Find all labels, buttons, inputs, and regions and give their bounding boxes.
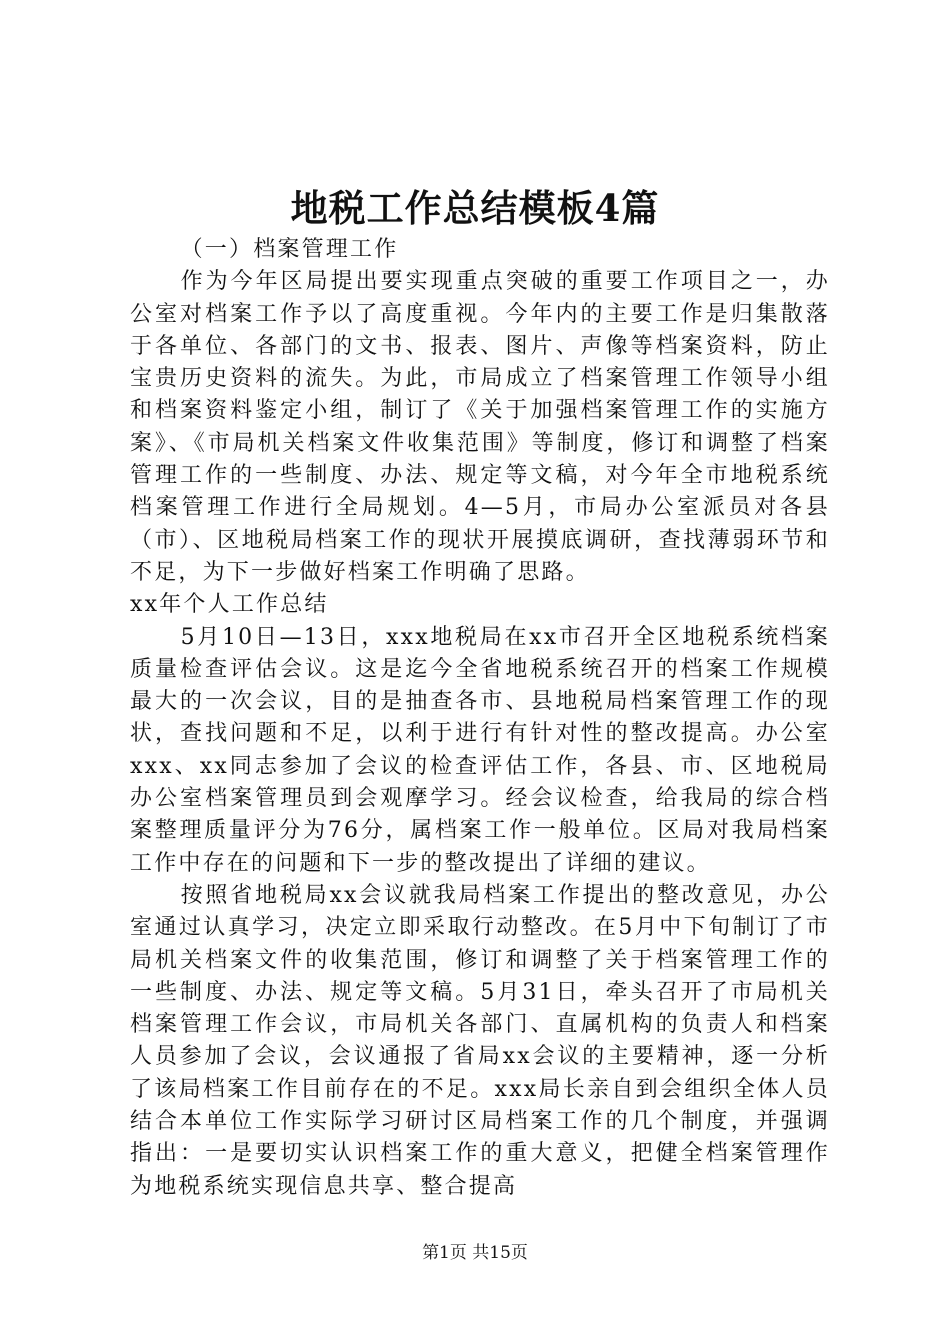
page-number-footer: 第1页 共15页 <box>422 1243 528 1263</box>
document-body <box>130 234 830 1203</box>
section-heading: （一）档案管理工作 <box>180 237 399 262</box>
body-paragraph: 5月10日—13日，xxx地税局在xx市召开全区地税系统档案质量检查评估会议。这是迄今全省地税系统召开的档案工作规模最大的一次会议，目的是抽查各市、县地税局档案管理工作的现状，查找问题和不足，以利于进行有针对性的整改提高。办公室xxx、xx同志参加了会议的检查评估工作，各县、市、区地税局办公室档案管理员到会观摩学习。经会议检查，给我局的综合档案整理质量评分为76分，属档案工作一般单位。区局对我局档案工作中存在的问题和下一步的整改提出了详细的建议。 <box>130 624 830 876</box>
body-paragraph: 按照省地税局xx会议就我局档案工作提出的整改意见，办公室通过认真学习，决定立即采取行动整改。在5月中下旬制订了市局机关档案文件的收集范围，修订和调整了关于档案管理工作的一些制度、办法、规定等文稿。5月31日，牵头召开了市局机关档案管理工作会议，市局机关各部门、直属机构的负责人和档案人员参加了会议，会议通报了省局xx会议的主要精神，逐一分析了该局档案工作目前存在的不足。xxx局长亲自到会组织全体人员结合本单位工作实际学习研讨区局档案工作的几个制度，并强调指出：一是要切实认识档案工作的重大意义，把健全档案管理作为地税系统实现信息共享、整合提高 <box>130 882 830 1199</box>
document-title: 地税工作总结模板4篇 <box>290 186 660 230</box>
body-paragraph: xx年个人工作总结 <box>130 592 329 618</box>
body-paragraph: 作为今年区局提出要实现重点突破的重要工作项目之一，办公室对档案工作予以了高度重视。今年内的主要工作是归集散落于各单位、各部门的文书、报表、图片、声像等档案资料，防止宝贵历史资料的流失。为此，市局成立了档案管理工作领导小组和档案资料鉴定小组，制订了《关于加强档案管理工作的实施方案》、《市局机关档案文件收集范围》等制度，修订和调整了档案管理工作的一些制度、办法、规定等文稿，对今年全市地税系统档案管理工作进行全局规划。4—5月，市局办公室派员对各县（市）、区地税局档案工作的现状开展摸底调研，查找薄弱环节和不足，为下一步做好档案工作明确了思路。 <box>130 269 830 585</box>
